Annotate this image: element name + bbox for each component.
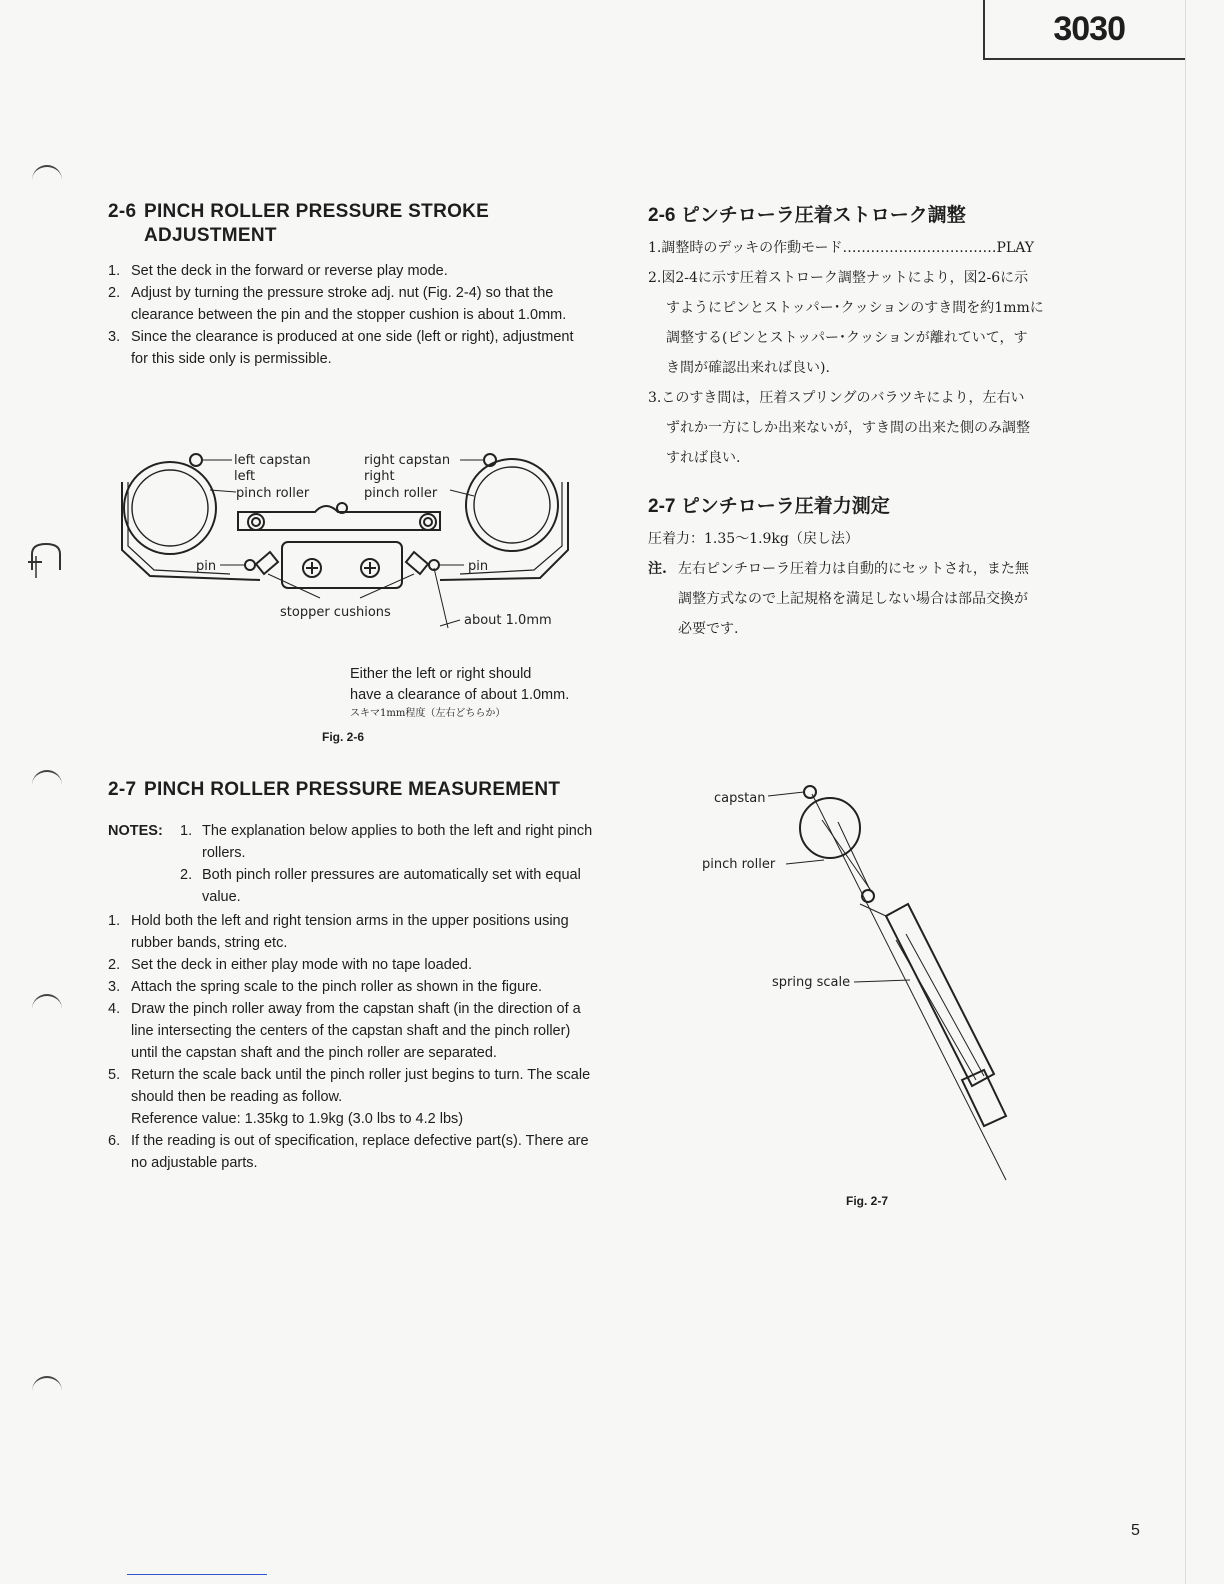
notes-label: NOTES:	[108, 823, 163, 839]
section-2-7-heading	[108, 778, 593, 802]
binder-mark	[32, 994, 62, 1010]
label-capstan: capstan	[714, 791, 766, 806]
list-item: 1. Set the deck in the forward or reverse play mode.	[108, 263, 448, 279]
figure-2-7-diagram	[700, 780, 1020, 1200]
japanese-column	[648, 200, 1113, 644]
label-left: left	[234, 469, 256, 484]
caption-line1: Either the left or right should	[350, 666, 532, 682]
bottom-underline	[127, 1574, 267, 1575]
list-item: 5. Return the scale back until the pinch roller just begins to turn. The scale should then be reading as follow. Reference value: 1.35kg to 1.9kg (3.0 lbs to 4.2 lbs)	[108, 1067, 591, 1127]
section-title: PINCH ROLLER PRESSURE MEASUREMENT	[144, 779, 561, 800]
label-right-pinch-roller: pinch roller	[364, 486, 438, 501]
label-pin-right: pin	[468, 559, 489, 574]
section-title-line2: ADJUSTMENT	[144, 225, 277, 246]
list-item: 3. Attach the spring scale to the pinch roller as shown in the figure.	[108, 979, 543, 995]
caption-line2: have a clearance of about 1.0mm.	[350, 687, 570, 703]
jp-section-2-7-heading: 2-7 ピンチローラ圧着力測定	[648, 496, 890, 517]
binder-mark	[32, 165, 62, 181]
page-number: 5	[1131, 1522, 1140, 1539]
list-item: 2. Adjust by turning the pressure stroke adj. nut (Fig. 2-4) so that the clearance between the pin and the stopper cushion is about 1.0mm.	[108, 285, 567, 323]
jp-section-2-6-heading: 2-6 ピンチローラ圧着ストローク調整	[648, 205, 966, 226]
label-pinch-roller: pinch roller	[702, 857, 776, 872]
section-2-6-heading	[108, 200, 593, 224]
caption-japanese: スキマ1mm程度（左右どちらか）	[350, 708, 506, 719]
left-capstan	[190, 454, 202, 466]
figure-2-6-label: Fig. 2-6	[322, 730, 365, 744]
right-pinch-roller	[466, 459, 558, 551]
list-item: 3. Since the clearance is produced at one side (left or right), adjustment for this side only is permissible.	[108, 329, 574, 367]
label-right: right	[364, 469, 395, 484]
jp-section-2-6-body: 1.調整時のデッキの作動モード……………………………PLAY 2.図2-4に示す圧着ストローク調整ナットにより，図2-6に示 すようにピンとストッパー･クッションのすき間を約1mmに 調整する(ピンとストッパー･クッションが離れていて，す き間が確認出来れば良い). 3.このすき間は，圧着スプリングのバラツキにより，左右い ずれか一方にしか出来ないが，すき間の出来た側のみ調整 すれば良い.	[648, 240, 1044, 466]
section-number: 2-6	[108, 201, 137, 222]
reference-value: Reference value: 1.35kg to 1.9kg (3.0 lbs to 4.2 lbs)	[131, 1111, 464, 1127]
english-column	[108, 200, 593, 370]
label-left-pinch-roller: pinch roller	[236, 486, 310, 501]
label-pin-left: pin	[196, 559, 217, 574]
figure-2-6-caption	[350, 664, 569, 722]
note-item: 1. The explanation below applies to both the left and right pinch rollers.	[180, 823, 593, 861]
section-2-7-steps	[108, 910, 593, 1174]
list-item: 1. Hold both the left and right tension arms in the upper positions using rubber bands, string etc.	[108, 913, 569, 951]
notes-block	[108, 820, 593, 908]
jp-section-2-7-body: 圧着力：1.35～1.9kg（戻し法） 注. 左右ピンチローラ圧着力は自動的にセットされ，また無 調整方式なので上記規格を満足しない場合は部品交換が 必要です.	[648, 531, 1029, 637]
binder-mark	[32, 1376, 62, 1392]
model-number: 3030	[1053, 10, 1125, 48]
section-2-6-steps	[108, 260, 593, 370]
label-stopper-cushions: stopper cushions	[280, 605, 391, 620]
list-item: 6. If the reading is out of specification, replace defective part(s). There are no adjustable parts.	[108, 1133, 589, 1171]
list-item: 4. Draw the pinch roller away from the capstan shaft (in the direction of a line intersecting the centers of the capstan shaft and the pinch roller) until the capstan shaft and the pinch roller are separated.	[108, 1001, 581, 1061]
section-number: 2-7	[108, 779, 137, 800]
label-left-capstan: left capstan	[234, 453, 311, 468]
page-edge-line	[1185, 0, 1186, 1584]
section-2-7	[108, 778, 593, 1174]
label-about-1mm: about 1.0mm	[464, 613, 552, 628]
figure-2-7-label: Fig. 2-7	[846, 1194, 889, 1208]
binder-ring-icon	[26, 540, 66, 580]
label-spring-scale: spring scale	[772, 975, 851, 990]
model-number-box	[983, 0, 1185, 60]
section-title-line1: PINCH ROLLER PRESSURE STROKE	[144, 201, 490, 222]
label-right-capstan: right capstan	[364, 453, 451, 468]
binder-mark	[32, 770, 62, 786]
note-item: 2. Both pinch roller pressures are automatically set with equal value.	[180, 867, 581, 905]
figure-2-6-diagram	[110, 440, 600, 640]
list-item: 2. Set the deck in either play mode with no tape loaded.	[108, 957, 472, 973]
capstan-circle	[804, 786, 816, 798]
left-pinch-roller	[124, 462, 216, 554]
